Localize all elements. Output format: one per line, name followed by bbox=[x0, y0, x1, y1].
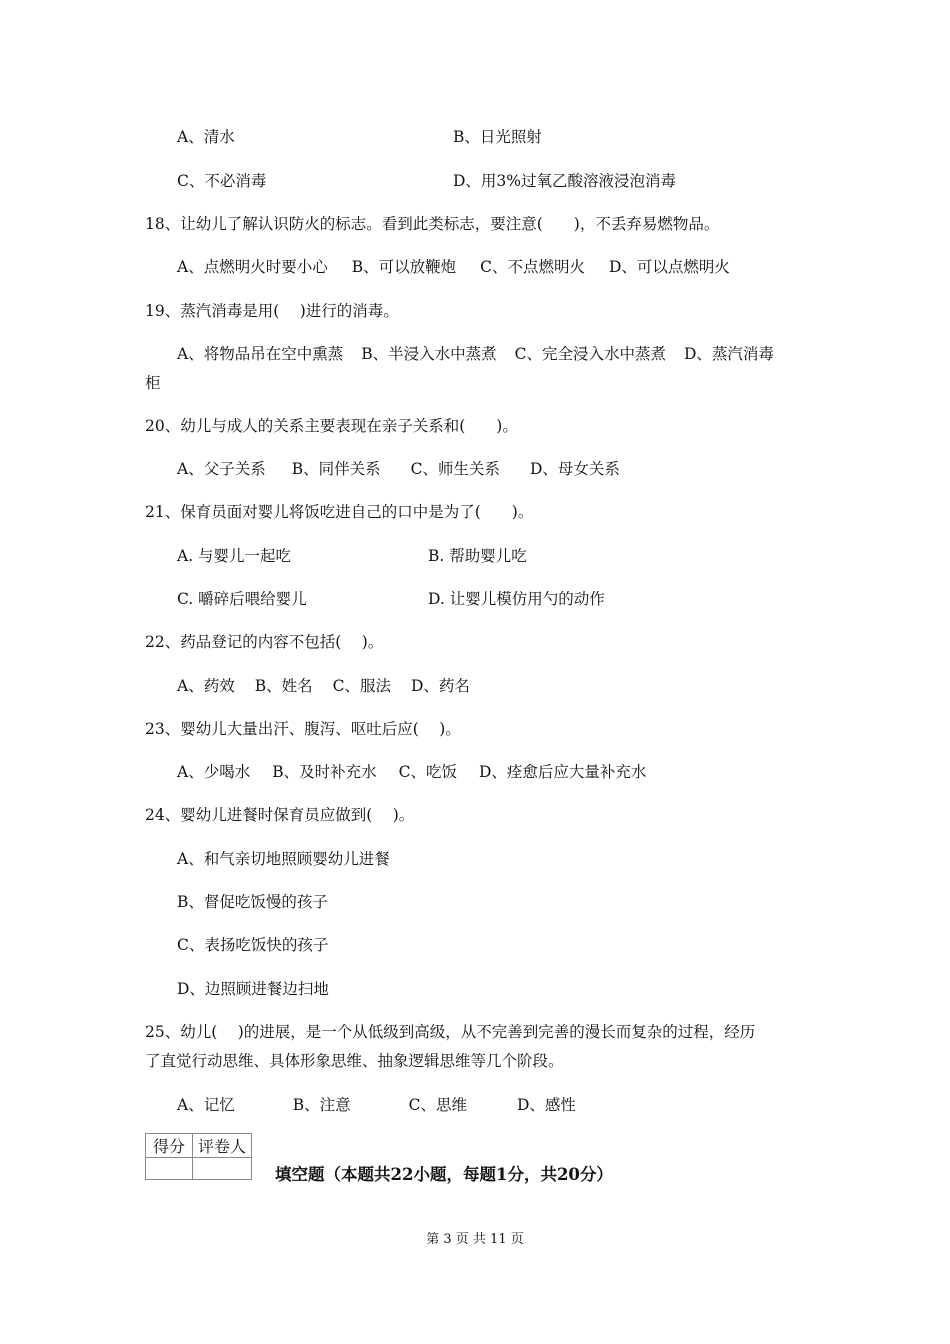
option-c: C、思维 bbox=[408, 1096, 467, 1114]
question-stem: 22、药品登记的内容不包括( )。 bbox=[145, 633, 384, 651]
option-a: A、清水 bbox=[177, 128, 235, 146]
option-c: C、服法 bbox=[332, 677, 391, 695]
option-b: B、日光照射 bbox=[453, 128, 542, 146]
option-row bbox=[177, 676, 470, 696]
option-d: D、边照顾进餐边扫地 bbox=[177, 980, 329, 998]
question-stem-continuation: 了直觉行动思维、具体形象思维、抽象逻辑思维等几个阶段。 bbox=[145, 1052, 564, 1070]
option-row bbox=[177, 762, 646, 782]
option-a: A、和气亲切地照顾婴幼儿进餐 bbox=[177, 850, 390, 868]
option-c: C. 嚼碎后喂给婴儿 bbox=[177, 590, 307, 608]
option-d: D、母女关系 bbox=[529, 460, 620, 478]
score-cell bbox=[146, 1158, 193, 1180]
option-b: B、半浸入水中蒸煮 bbox=[361, 345, 497, 363]
grader-header: 评卷人 bbox=[193, 1134, 252, 1158]
option-row bbox=[177, 344, 774, 364]
option-a: A、记忆 bbox=[177, 1096, 235, 1114]
question-stem: 24、婴幼儿进餐时保育员应做到( )。 bbox=[145, 806, 415, 824]
section-title: 填空题（本题共22小题，每题1分，共20分） bbox=[275, 1165, 613, 1184]
option-b: B、注意 bbox=[292, 1096, 351, 1114]
option-row bbox=[177, 1095, 576, 1115]
option-a: A、将物品吊在空中熏蒸 bbox=[177, 345, 344, 363]
option-row bbox=[177, 459, 620, 479]
page-footer: 第 3 页 共 11 页 bbox=[426, 1232, 524, 1247]
option-a: A、父子关系 bbox=[177, 460, 266, 478]
question-stem: 20、幼儿与成人的关系主要表现在亲子关系和( )。 bbox=[145, 417, 518, 435]
option-b: B、姓名 bbox=[254, 677, 313, 695]
question-stem: 25、幼儿( )的进展，是一个从低级到高级，从不完善到完善的漫长而复杂的过程，经历 bbox=[145, 1023, 756, 1041]
option-row bbox=[177, 257, 730, 277]
option-c: C、表扬吃饭快的孩子 bbox=[177, 936, 329, 954]
option-c: C、不必消毒 bbox=[177, 172, 267, 190]
score-header: 得分 bbox=[146, 1134, 193, 1158]
option-d: D、可以点燃明火 bbox=[608, 258, 730, 276]
question-stem: 18、让幼儿了解认识防火的标志。看到此类标志，要注意( )，不丢弃易燃物品。 bbox=[145, 215, 720, 233]
option-d: D. 让婴儿模仿用勺的动作 bbox=[428, 590, 605, 608]
option-a: A、点燃明火时要小心 bbox=[177, 258, 328, 276]
option-continuation: 柜 bbox=[145, 374, 161, 392]
option-c: C、不点燃明火 bbox=[480, 258, 585, 276]
question-stem: 19、蒸汽消毒是用( )进行的消毒。 bbox=[145, 302, 399, 320]
option-a: A、药效 bbox=[177, 677, 235, 695]
option-d: D、用3%过氧乙酸溶液浸泡消毒 bbox=[453, 172, 677, 190]
option-b: B、督促吃饭慢的孩子 bbox=[177, 893, 328, 911]
option-d: D、感性 bbox=[516, 1096, 576, 1114]
option-c: C、吃饭 bbox=[398, 763, 457, 781]
option-b: B、同伴关系 bbox=[291, 460, 381, 478]
option-d: D、药名 bbox=[410, 677, 470, 695]
option-d: D、痊愈后应大量补充水 bbox=[478, 763, 647, 781]
option-row bbox=[177, 127, 235, 147]
option-d: D、蒸汽消毒 bbox=[683, 345, 774, 363]
option-c: C、完全浸入水中蒸煮 bbox=[514, 345, 666, 363]
question-stem: 21、保育员面对婴儿将饭吃进自己的口中是为了( )。 bbox=[145, 503, 534, 521]
question-stem: 23、婴幼儿大量出汗、腹泻、呕吐后应( )。 bbox=[145, 720, 461, 738]
option-c: C、师生关系 bbox=[410, 460, 500, 478]
option-b: B. 帮助婴儿吃 bbox=[428, 547, 527, 565]
grader-cell bbox=[193, 1158, 252, 1180]
score-table bbox=[145, 1133, 252, 1180]
option-a: A. 与婴儿一起吃 bbox=[177, 547, 292, 565]
option-b: B、及时补充水 bbox=[272, 763, 377, 781]
option-b: B、可以放鞭炮 bbox=[351, 258, 457, 276]
option-a: A、少喝水 bbox=[177, 763, 251, 781]
